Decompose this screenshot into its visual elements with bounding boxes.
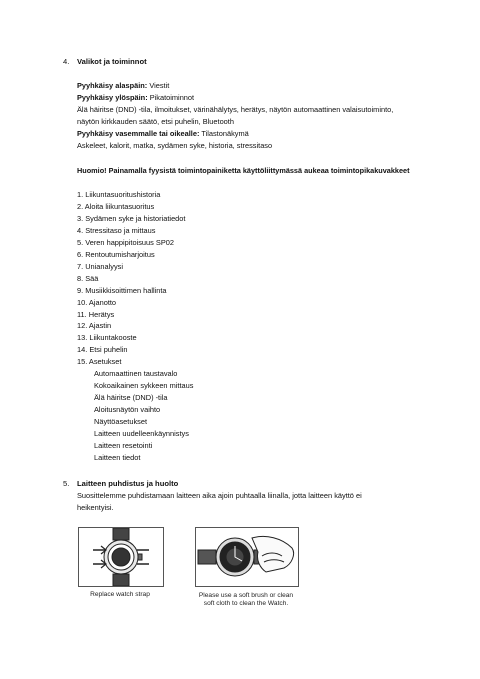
menu-list-item: 7. Unianalyysi [77, 261, 124, 271]
section-4-number: 4. [63, 57, 70, 66]
figure-2-caption-line-1: Please use a soft brush or clean [198, 592, 294, 599]
menu-list-item: 13. Liikuntakooste [77, 333, 137, 343]
menu-list-item: 6. Rentoutumisharjoitus [77, 249, 155, 259]
settings-list-item: Näyttöasetukset [94, 416, 147, 426]
figure-1-caption: Replace watch strap [90, 591, 150, 598]
settings-list-item: Laitteen uudelleenkäynnistys [94, 428, 189, 438]
menu-list-item: 8. Sää [77, 273, 99, 283]
menu-list-item: 10. Ajanotto [77, 297, 117, 307]
swipe-up-line: Pyyhkäisy ylöspäin: Pikatoiminnot [77, 93, 195, 102]
section-5-title: Laitteen puhdistus ja huolto [77, 479, 179, 488]
section-4-title: Valikot ja toiminnot [77, 57, 147, 66]
menu-list-item: 9. Musiikkisoittimen hallinta [77, 285, 167, 295]
figure-2-caption [186, 592, 306, 608]
menu-list-item: 4. Stressitaso ja mittaus [77, 225, 156, 235]
swipe-down-line: Pyyhkäisy alaspäin: Viestit [77, 81, 170, 90]
figure-2-caption-line-2: soft cloth to clean the Watch. [203, 600, 289, 607]
menu-list-item: 1. Liikuntasuoritushistoria [77, 190, 161, 199]
quick-actions-line-2: näytön kirkkauden säätö, etsi puhelin, Bluetooth [77, 117, 234, 126]
menu-list-item: 12. Ajastin [77, 321, 112, 331]
settings-list-item: Kokoaikainen sykkeen mittaus [94, 380, 194, 390]
swipe-side-line: Pyyhkäisy vasemmalle tai oikealle: Tilastonäkymä [77, 129, 249, 138]
menu-list-item: 15. Asetukset [77, 357, 122, 367]
settings-list-item: Aloitusnäytön vaihto [94, 404, 161, 414]
settings-list-item: Automaattinen taustavalo [94, 369, 178, 378]
menu-list-item: 3. Sydämen syke ja historiatiedot [77, 213, 186, 223]
cleaning-text-line-2: heikentyisi. [77, 503, 114, 512]
quick-actions-line-1: Älä häiritse (DND) -tila, ilmoitukset, värinähälytys, herätys, näytön automaattinen valaisutoiminto, [77, 105, 394, 114]
cleaning-text-line-1: Suosittelemme puhdistamaan laitteen aika ajoin puhtaalla liinalla, jotta laitteen käyttö ei [77, 491, 362, 500]
note-text: Huomio! Painamalla fyysistä toimintopainiketta käyttöliittymässä aukeaa toimintopikakuvakkeet [77, 166, 410, 175]
menu-list-item: 2. Aloita liikuntasuoritus [77, 201, 155, 211]
menu-list-item: 5. Veren happipitoisuus SP02 [77, 237, 174, 247]
section-5-number: 5. [63, 479, 70, 488]
menu-list-item: 14. Etsi puhelin [77, 345, 128, 355]
watch-strap-replace-icon [78, 527, 164, 587]
settings-list-item: Älä häiritse (DND) -tila [94, 392, 168, 402]
watch-cleaning-icon [195, 527, 299, 587]
stats-view-line: Askeleet, kalorit, matka, sydämen syke, historia, stressitaso [77, 141, 273, 150]
settings-list-item: Laitteen tiedot [94, 452, 141, 462]
settings-list-item: Laitteen resetointi [94, 440, 153, 450]
menu-list-item: 11. Herätys [77, 309, 115, 319]
